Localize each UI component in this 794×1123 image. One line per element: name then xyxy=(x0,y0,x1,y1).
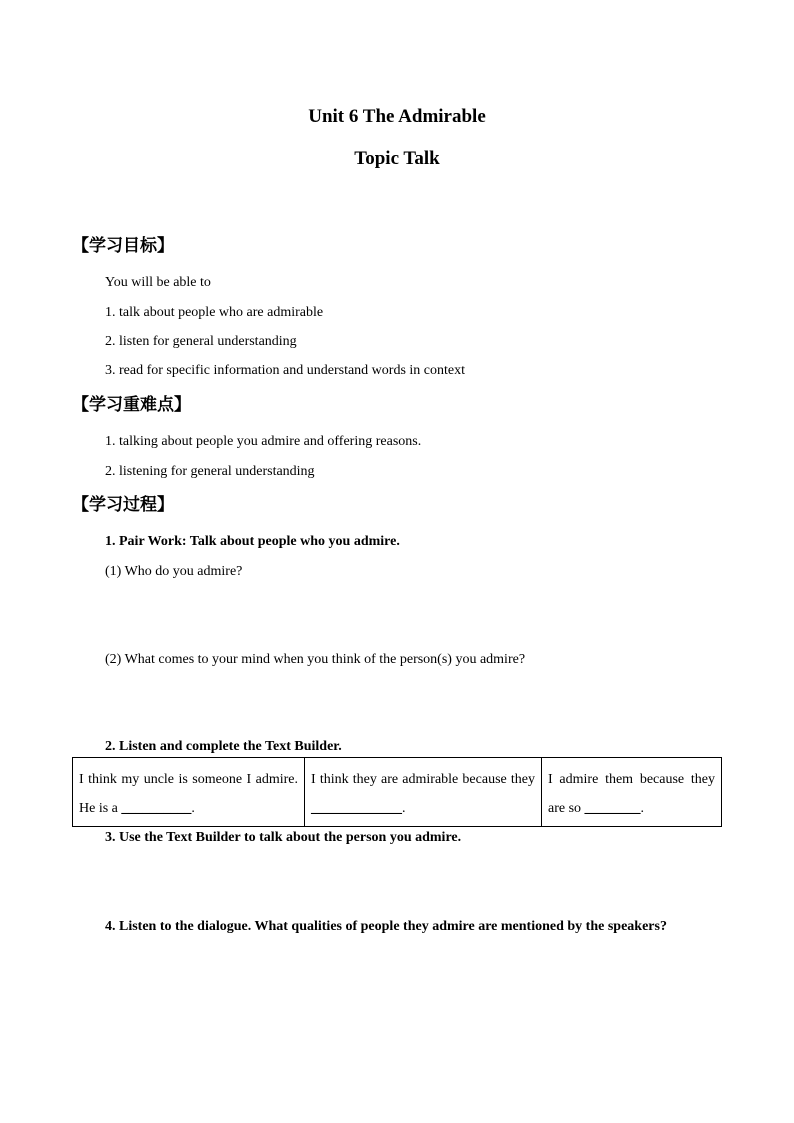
objective-item: 1. talk about people who are admirable xyxy=(105,305,324,320)
objective-item: 2. listen for general understanding xyxy=(105,334,297,349)
task4-title: 4. Listen to the dialogue. What qualities of people they admire are mentioned by the speakers? xyxy=(105,919,667,934)
task2-title: 2. Listen and complete the Text Builder. xyxy=(105,739,342,754)
cell-text: I think my uncle is someone I admire. He is a xyxy=(79,772,298,816)
text-builder-table xyxy=(72,757,722,827)
key-point-item: 1. talking about people you admire and offering reasons. xyxy=(105,434,422,449)
objective-item: 3. read for specific information and understand words in context xyxy=(105,363,466,378)
page-title: Unit 6 The Admirable xyxy=(308,106,486,127)
cell-period: . xyxy=(402,801,406,816)
task1-title: 1. Pair Work: Talk about people who you admire. xyxy=(105,534,400,549)
task3-title: 3. Use the Text Builder to talk about the person you admire. xyxy=(105,830,462,845)
task1-question: (2) What comes to your mind when you think of the person(s) you admire? xyxy=(105,652,526,667)
fill-in-blank[interactable]: _____________ xyxy=(311,801,402,816)
key-point-item: 2. listening for general understanding xyxy=(105,464,315,479)
text-builder-cell xyxy=(542,758,722,827)
text-builder-cell xyxy=(73,758,305,827)
text-builder-cell xyxy=(305,758,542,827)
cell-text: I admire them because they are so xyxy=(548,772,715,816)
fill-in-blank[interactable]: ________ xyxy=(584,801,641,816)
task1-question: (1) Who do you admire? xyxy=(105,564,243,579)
key-points-heading: 【学习重难点】 xyxy=(72,395,191,415)
process-heading: 【学习过程】 xyxy=(72,495,174,515)
page-subtitle: Topic Talk xyxy=(354,148,440,169)
cell-text: I think they are admirable because they xyxy=(311,772,535,787)
fill-in-blank[interactable]: __________ xyxy=(121,801,192,816)
cell-period: . xyxy=(640,801,645,816)
objectives-intro: You will be able to xyxy=(105,275,211,290)
cell-period: . xyxy=(191,801,195,816)
objectives-heading: 【学习目标】 xyxy=(72,236,174,256)
table-row xyxy=(73,758,722,827)
